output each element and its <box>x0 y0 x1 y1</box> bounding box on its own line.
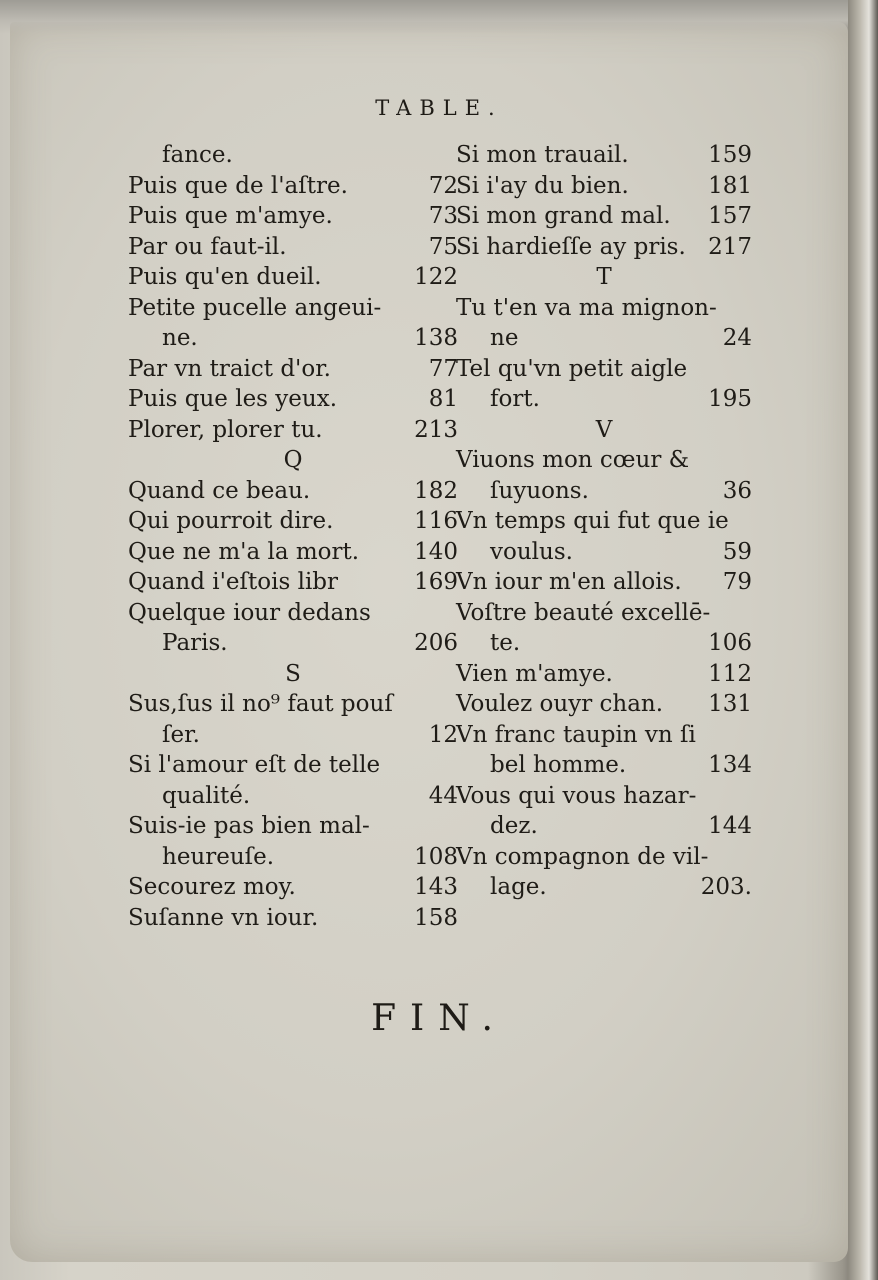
entry-page-number: 213 <box>414 416 458 443</box>
entry-title: qualité. <box>162 782 251 809</box>
index-entry <box>456 537 752 568</box>
index-entry <box>128 506 458 537</box>
index-entry <box>128 537 458 568</box>
entry-page-number: 158 <box>414 904 458 931</box>
index-entry <box>128 354 458 385</box>
index-entry <box>128 232 458 263</box>
index-entry <box>128 415 458 446</box>
entry-title: lage. <box>490 874 547 900</box>
index-entry <box>456 323 752 354</box>
entry-page-number: 217 <box>708 233 752 260</box>
book-gutter <box>848 0 878 1280</box>
entry-title: Tu t'en va ma mignon- <box>456 294 717 321</box>
section-letter-text: T <box>596 264 612 290</box>
entry-page-number: 206 <box>414 630 458 656</box>
entry-title: ne. <box>162 325 198 351</box>
section-letter-text: V <box>595 416 613 443</box>
entry-page-number: 12 <box>428 721 458 748</box>
section-letter <box>456 415 752 446</box>
index-entry <box>128 903 458 934</box>
entry-title: te. <box>490 630 521 656</box>
entry-title: fance. <box>162 142 233 168</box>
entry-page-number: 108 <box>414 843 458 870</box>
entry-page-number: 131 <box>708 691 752 717</box>
index-entry <box>456 140 752 171</box>
index-entry <box>456 384 752 415</box>
entry-title: Petite pucelle angeui- <box>128 294 382 321</box>
index-entry <box>456 232 752 263</box>
index-entry <box>456 811 752 842</box>
entry-title: Si mon grand mal. <box>456 203 671 229</box>
index-entry <box>456 720 752 751</box>
entry-title: Par vn traict d'or. <box>128 355 331 382</box>
end-mark: FIN. <box>371 998 507 1039</box>
index-entry <box>456 659 752 690</box>
entry-title: Qui pourroit dire. <box>128 508 334 534</box>
index-entry <box>128 750 458 781</box>
entry-title: Si hardieſſe ay pris. <box>456 233 686 260</box>
entry-title: Vn iour m'en allois. <box>456 569 682 595</box>
entry-page-number: 59 <box>722 538 752 565</box>
entry-title: Quand ce beau. <box>128 477 311 504</box>
entry-page-number: 112 <box>708 660 752 687</box>
entry-title: dez. <box>490 813 538 839</box>
entry-page-number: 75 <box>428 233 458 260</box>
entry-page-number: 144 <box>708 813 752 839</box>
running-title: TABLE. <box>375 96 503 120</box>
entry-title: Vn compagnon de vil- <box>456 843 709 870</box>
entry-title: fort. <box>490 386 540 412</box>
index-entry <box>128 201 458 232</box>
entry-page-number: 134 <box>708 752 752 778</box>
index-entry <box>128 720 458 751</box>
entry-title: Vien m'amye. <box>456 660 613 687</box>
index-entry <box>128 140 458 171</box>
entry-title: Si i'ay du bien. <box>456 172 629 199</box>
entry-title: ſer. <box>162 721 200 748</box>
page-top-edge <box>0 0 878 34</box>
section-letter-text: Q <box>283 447 303 473</box>
index-entry <box>456 781 752 812</box>
index-entry <box>128 323 458 354</box>
entry-title: Voſtre beauté excellē- <box>456 599 711 626</box>
index-entry <box>456 445 752 476</box>
entry-title: Par ou faut-il. <box>128 233 287 260</box>
entry-page-number: 182 <box>414 477 458 504</box>
section-letter-text: S <box>285 660 301 687</box>
entry-page-number: 116 <box>414 508 458 534</box>
index-entry <box>456 750 752 781</box>
entry-page-number: 195 <box>708 386 752 412</box>
entry-title: bel homme. <box>490 752 627 778</box>
entry-page-number: 169 <box>414 569 458 595</box>
index-entry <box>128 476 458 507</box>
entry-page-number: 73 <box>428 203 458 229</box>
index-entry <box>128 781 458 812</box>
entry-title: ſuyuons. <box>490 477 589 504</box>
index-entry <box>456 628 752 659</box>
entry-title: Quelque iour dedans <box>128 599 371 626</box>
index-entry <box>456 872 752 903</box>
entry-title: Si l'amour eſt de telle <box>128 752 381 778</box>
index-column-left <box>128 140 458 933</box>
entry-title: ne <box>490 325 519 351</box>
index-entry <box>128 689 458 720</box>
index-entry <box>128 262 458 293</box>
entry-title: Sus,ſus il no⁹ faut pouſ <box>128 691 393 717</box>
entry-page-number: 106 <box>708 630 752 656</box>
index-entry <box>456 842 752 873</box>
entry-page-number: 44 <box>428 782 458 809</box>
entry-title: Paris. <box>162 630 228 656</box>
entry-title: Si mon trauail. <box>456 142 629 168</box>
index-entry <box>456 171 752 202</box>
entry-title: Vn franc taupin vn ſi <box>456 721 696 748</box>
index-entry <box>456 354 752 385</box>
entry-page-number: 122 <box>414 264 458 290</box>
entry-page-number: 157 <box>708 203 752 229</box>
index-entry <box>128 628 458 659</box>
entry-page-number: 81 <box>428 386 458 412</box>
entry-page-number: 24 <box>722 325 752 351</box>
entry-title: Voulez ouyr chan. <box>456 691 664 717</box>
index-entry <box>456 293 752 324</box>
index-entry <box>456 598 752 629</box>
entry-title: Plorer, plorer tu. <box>128 416 323 443</box>
entry-title: Tel qu'vn petit aigle <box>456 355 688 382</box>
entry-title: heureuſe. <box>162 843 275 870</box>
entry-title: voulus. <box>490 538 573 565</box>
entry-title: Puis que m'amye. <box>128 203 333 229</box>
index-entry <box>128 171 458 202</box>
index-entry <box>128 872 458 903</box>
entry-page-number: 36 <box>722 477 752 504</box>
entry-title: Suis-ie pas bien mal- <box>128 813 370 839</box>
index-column-right <box>456 140 752 903</box>
index-entry <box>128 842 458 873</box>
index-entry <box>128 567 458 598</box>
entry-page-number: 143 <box>414 874 458 900</box>
entry-page-number: 77 <box>428 355 458 382</box>
index-entry <box>456 476 752 507</box>
entry-page-number: 159 <box>708 142 752 168</box>
entry-title: Vous qui vous hazar- <box>456 782 697 809</box>
entry-page-number: 79 <box>722 569 752 595</box>
entry-title: Quand i'eſtois libr <box>128 569 339 595</box>
entry-title: Que ne m'a la mort. <box>128 538 360 565</box>
index-entry <box>456 506 752 537</box>
index-entry <box>128 811 458 842</box>
entry-page-number: 138 <box>414 325 458 351</box>
entry-title: Puis que de l'aſtre. <box>128 172 348 199</box>
section-letter <box>128 445 458 476</box>
entry-page-number: 140 <box>414 538 458 565</box>
index-entry <box>128 384 458 415</box>
entry-title: Suſanne vn iour. <box>128 904 319 931</box>
entry-page-number: 181 <box>708 172 752 199</box>
entry-page-number: 203. <box>700 874 752 900</box>
index-entry <box>456 567 752 598</box>
entry-page-number: 72 <box>428 172 458 199</box>
entry-title: Puis que les yeux. <box>128 386 337 412</box>
section-letter <box>456 262 752 293</box>
entry-title: Viuons mon cœur & <box>456 447 690 473</box>
index-entry <box>128 598 458 629</box>
index-entry <box>128 293 458 324</box>
entry-title: Puis qu'en dueil. <box>128 264 322 290</box>
entry-title: Vn temps qui fut que ie <box>456 508 729 534</box>
entry-title: Secourez moy. <box>128 874 296 900</box>
index-entry <box>456 201 752 232</box>
index-entry <box>456 689 752 720</box>
section-letter <box>128 659 458 690</box>
